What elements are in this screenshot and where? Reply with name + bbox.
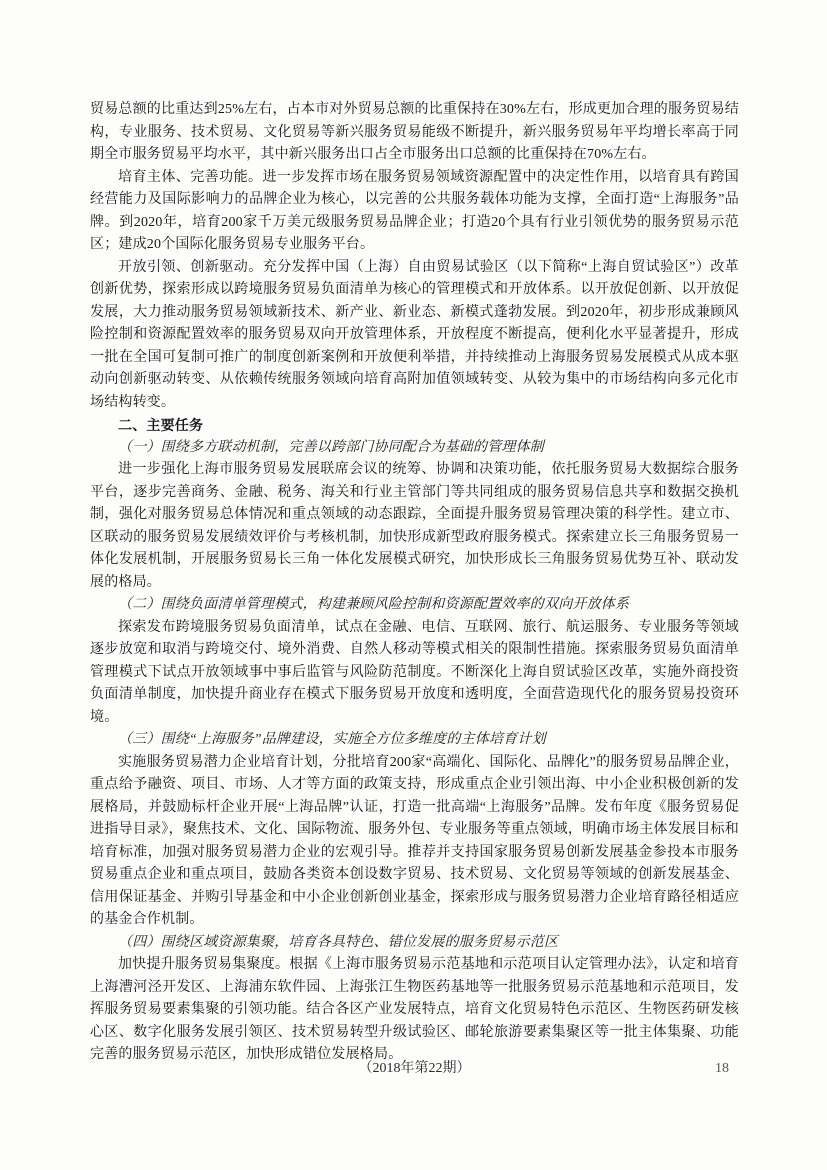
subsection-body-3: 实施服务贸易潜力企业培育计划，分批培育200家“高端化、国际化、品牌化”的服务贸易品牌企业，重点给予融资、项目、市场、人才等方面的政策支持，形成重点企业引领出海、中小企业积极创新的发展格局，并鼓励标杆企业开展“上海品牌”认证，打造一批高端“上海服务”品牌。发布年度《服务贸易促进指导目录》，聚焦技术、文化、国际物流、服务外包、专业服务等重点领域，明确市场主体发展目标和培育标准，加强对服务贸易潜力企业的宏观引导。推荐并支持国家服务贸易创新发展基金参投本市服务贸易重点企业和重点项目，鼓励各类资本创设数字贸易、技术贸易、文化贸易等领域的创新发展基金、信用保证基金、并购引导基金和中小企业创新创业基金，探索形成与服务贸易潜力企业培育路径相适应的基金合作机制。: [90, 754, 739, 927]
paragraph-continuation: 贸易总额的比重达到25%左右，占本市对外贸易总额的比重保持在30%左右，形成更加合理的服务贸易结构，专业服务、技术贸易、文化贸易等新兴服务贸易能级不断提升，新兴服务贸易年平均增长率高于同期全市服务贸易平均水平，其中新兴服务出口占全市服务出口总额的比重保持在70%左右。: [90, 102, 739, 162]
subsection-body-2: 探索发布跨境服务贸易负面清单，试点在金融、电信、互联网、旅行、航运服务、专业服务等领域逐步放宽和取消与跨境交付、境外消费、自然人移动等模式相关的限制性措施。探索服务贸易负面清单管理模式下试点开放领域事中事后监管与风险防范制度。不断深化上海自贸试验区改革，实施外商投资负面清单制度，加快提升商业存在模式下服务贸易开放度和透明度，全面营造现代化的服务贸易投资环境。: [90, 619, 739, 725]
page-footer: [90, 1058, 739, 1082]
journal-issue: （2018年第22期）: [358, 1061, 471, 1076]
page-number: 18: [715, 1061, 729, 1076]
subsection-heading-4: （四）围绕区域资源集聚，培育各具特色、错位发展的服务贸易示范区: [118, 934, 559, 950]
subsection-heading-2: （二）围绕负面清单管理模式，构建兼顾风险控制和资源配置效率的双向开放体系: [118, 597, 630, 612]
section-heading-main-tasks: 二、主要任务: [118, 417, 204, 433]
subsection-heading-3: （三）围绕“上海服务”品牌建设，实施全方位多维度的主体培育计划: [118, 732, 546, 747]
subsection-body-4: 加快提升服务贸易集聚度。根据《上海市服务贸易示范基地和示范项目认定管理办法》，认定和培育上海漕河泾开发区、上海浦东软件园、上海张江生物医药基地等一批服务贸易示范基地和示范项目，发挥服务贸易要素集聚的引领功能。结合各区产业发展特点，培育文化贸易特色示范区、生物医药研发核心区、数字化服务发展引领区、技术贸易转型升级试验区、邮轮旅游要素集聚区等一批主体集聚、功能完善的服务贸易示范区，加快形成错位发展格局。: [90, 957, 739, 1062]
subsection-body-1: 进一步强化上海市服务贸易发展联席会议的统筹、协调和决策功能，依托服务贸易大数据综合服务平台，逐步完善商务、金融、税务、海关和行业主管部门等共同组成的服务贸易信息共享和数据交换机制，强化对服务贸易总体情况和重点领域的动态跟踪，全面提升服务贸易管理决策的科学性。建立市、区联动的服务贸易发展绩效评价与考核机制，加快形成新型政府服务模式。探索建立长三角服务贸易一体化发展机制，开展服务贸易长三角一体化发展模式研究，加快形成长三角服务贸易优势互补、联动发展的格局。: [90, 462, 739, 590]
paragraph-cultivate-subjects: 培育主体、完善功能。进一步发挥市场在服务贸易领域资源配置中的决定性作用，以培育具有跨国经营能力及国际影响力的品牌企业为核心，以完善的公共服务载体功能为支撑，全面打造“上海服务”品牌。到2020年，培育200家千万美元级服务贸易品牌企业；打造20个具有行业引领优势的服务贸易示范区；建成20个国际化服务贸易专业服务平台。: [90, 169, 739, 252]
paragraph-opening-innovation: 开放引领、创新驱动。充分发挥中国（上海）自由贸易试验区（以下简称“上海自贸试验区”）改革创新优势，探索形成以跨境服务贸易负面清单为核心的管理模式和开放体系。以开放促创新、以开放促发展，大力推动服务贸易领域新技术、新产业、新业态、新模式蓬勃发展。到2020年，初步形成兼顾风险控制和资源配置效率的服务贸易双向开放管理体系，开放程度不断提高，便利化水平显著提升，形成一批在全国可复制可推广的制度创新案例和开放便利举措，并持续推动上海服务贸易发展模式从成本驱动向创新驱动转变、从依赖传统服务领域向培育高附加值领域转变、从较为集中的市场结构向多元化市场结构转变。: [90, 259, 739, 410]
document-body: [90, 99, 739, 1067]
subsection-heading-1: （一）围绕多方联动机制，完善以跨部门协同配合为基础的管理体制: [118, 439, 544, 455]
